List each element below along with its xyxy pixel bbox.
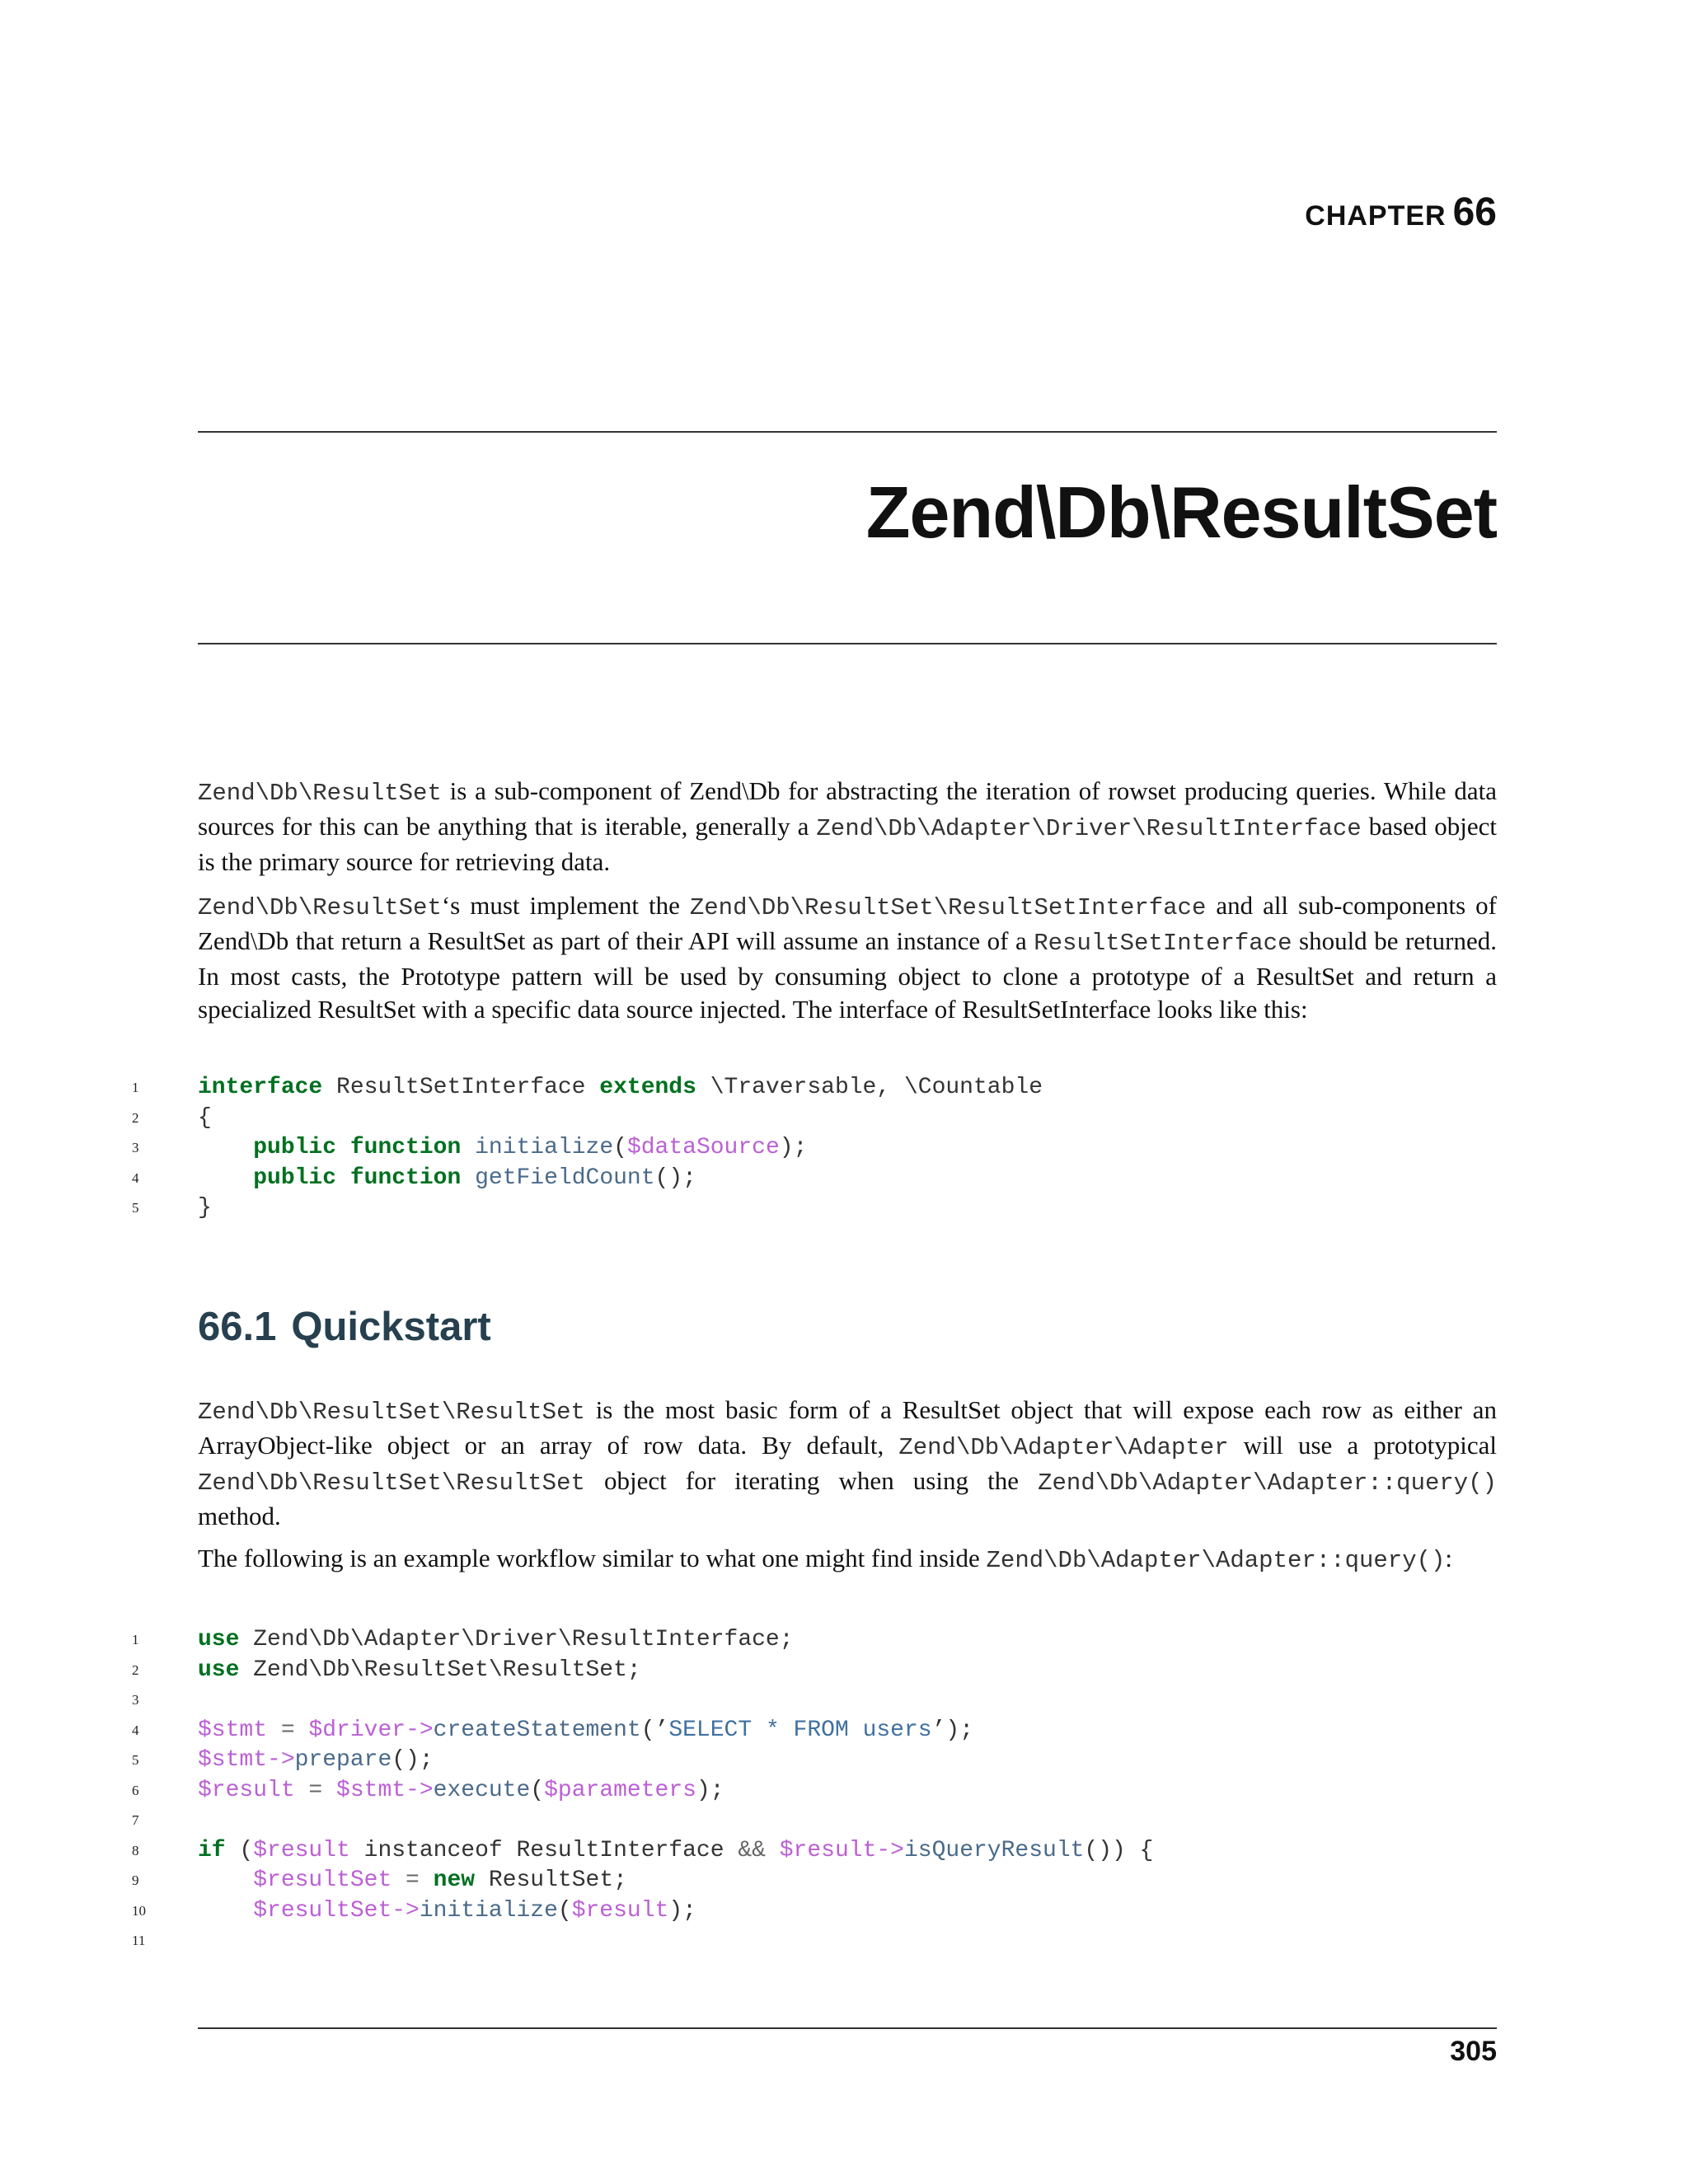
code-line xyxy=(132,1073,1497,1104)
inline-code: Zend\Db\ResultSet\ResultSet xyxy=(198,1469,585,1497)
keyword: use xyxy=(198,1627,240,1652)
code-line xyxy=(132,1133,1497,1164)
code-punct: ( xyxy=(613,1135,627,1160)
code-punct: ’); xyxy=(931,1717,974,1743)
text-run: is the most basic form of a ResultSet object that will expose each row as either an ArrayObject-like object or an array of row data. By default, xyxy=(198,1395,1497,1460)
code-line xyxy=(132,1685,1497,1716)
code-text: instanceof ResultInterface xyxy=(349,1837,738,1863)
code-line xyxy=(132,1625,1497,1656)
line-number: 8 xyxy=(132,1842,139,1858)
text-run: will use a prototypical xyxy=(1228,1431,1497,1460)
inline-code: Zend\Db\Adapter\Adapter::query() xyxy=(986,1547,1446,1574)
code-punct: (); xyxy=(654,1165,696,1191)
text-run: should be returned. In most casts, the Prototype pattern will be used by consuming object to clone a prototype of a ResultSet and return a specialized ResultSet with a specific data source injected. The interface of ResultSetInterface looks like this: xyxy=(198,926,1497,1024)
code-indent xyxy=(198,1165,253,1191)
variable: $result xyxy=(198,1777,295,1803)
operator: -> xyxy=(267,1747,295,1773)
text-run: object for iterating when using the xyxy=(584,1466,1039,1495)
code-punct: ()) { xyxy=(1084,1837,1154,1863)
keyword: function xyxy=(349,1165,462,1191)
line-number: 4 xyxy=(132,1722,139,1738)
code-punct: ); xyxy=(779,1135,808,1160)
footer-rule xyxy=(198,2027,1497,2029)
operator: = xyxy=(392,1868,434,1893)
intro-paragraph-2 xyxy=(198,889,1497,1026)
function-name: initialize xyxy=(419,1897,558,1924)
variable: $resultSet xyxy=(253,1897,392,1924)
operator: -> xyxy=(876,1837,904,1863)
code-text: ResultSet; xyxy=(475,1868,627,1893)
code-line xyxy=(132,1896,1497,1927)
line-number: 3 xyxy=(132,1140,139,1155)
code-indent xyxy=(198,1135,253,1160)
line-number: 7 xyxy=(132,1812,139,1828)
variable: $driver xyxy=(308,1717,406,1743)
inline-code: Zend\Db\Adapter\Adapter xyxy=(898,1434,1229,1461)
operator: = xyxy=(267,1717,309,1743)
operator: -> xyxy=(392,1897,420,1924)
title-rule-top xyxy=(198,431,1497,433)
inline-code: Zend\Db\ResultSet xyxy=(198,780,442,807)
code-text: \Traversable, \Countable xyxy=(696,1075,1043,1100)
code-punct: ( xyxy=(530,1777,545,1803)
chapter-word: CHAPTER xyxy=(1305,200,1447,232)
line-number: 1 xyxy=(132,1632,139,1647)
function-name: initialize xyxy=(475,1135,614,1160)
variable: $parameters xyxy=(544,1777,696,1803)
keyword: function xyxy=(349,1135,462,1160)
quickstart-paragraph-1 xyxy=(198,1394,1497,1533)
code-punct: ); xyxy=(696,1777,724,1803)
code-line xyxy=(132,1656,1497,1686)
line-number: 11 xyxy=(132,1933,146,1948)
keyword: new xyxy=(433,1868,476,1893)
function-name: prepare xyxy=(294,1747,392,1773)
chapter-title: Zend\Db\ResultSet xyxy=(865,471,1497,553)
operator: = xyxy=(294,1777,337,1803)
section-heading xyxy=(198,1304,491,1350)
code-line xyxy=(132,1716,1497,1746)
operator: -> xyxy=(406,1777,434,1803)
section-title-text: Quickstart xyxy=(291,1305,491,1349)
code-indent xyxy=(198,1868,253,1893)
code-line xyxy=(132,1806,1497,1836)
chapter-label xyxy=(1305,190,1497,235)
inline-code: Zend\Db\ResultSet\ResultSet xyxy=(198,1399,585,1426)
line-number: 5 xyxy=(132,1752,139,1768)
code-text: Zend\Db\ResultSet\ResultSet; xyxy=(239,1657,641,1683)
code-punct: ( xyxy=(557,1897,572,1924)
text-run: and all sub-components of Zend\Db that return a ResultSet as part of their API will assume an instance of a xyxy=(198,891,1497,955)
function-name: isQueryResult xyxy=(903,1837,1085,1863)
variable: $result xyxy=(571,1897,669,1924)
function-name: getFieldCount xyxy=(475,1165,655,1191)
text-run: The following is an example workflow similar to what one might find inside xyxy=(198,1544,987,1572)
text-run: based object is the primary source for retrieving data. xyxy=(198,812,1498,876)
code-text: } xyxy=(198,1195,212,1221)
page-number: 305 xyxy=(1450,2036,1497,2067)
inline-code: ResultSetInterface xyxy=(1034,930,1292,957)
variable: $stmt xyxy=(336,1777,406,1803)
variable: $resultSet xyxy=(253,1868,392,1893)
document-page xyxy=(132,0,1498,2184)
text-run: : xyxy=(1445,1544,1453,1572)
line-number: 2 xyxy=(132,1109,139,1126)
code-line xyxy=(132,1776,1497,1807)
function-name: createStatement xyxy=(433,1717,641,1743)
operator: && xyxy=(738,1837,766,1863)
intro-paragraph-1 xyxy=(198,775,1497,879)
chapter-number: 66 xyxy=(1452,190,1497,234)
inline-code: Zend\Db\Adapter\Driver\ResultInterface xyxy=(816,815,1362,842)
function-name: execute xyxy=(433,1777,531,1803)
title-rule-bottom xyxy=(198,643,1497,644)
code-line xyxy=(132,1164,1497,1194)
code-text: Zend\Db\Adapter\Driver\ResultInterface; xyxy=(239,1627,794,1652)
variable: $dataSource xyxy=(626,1135,780,1160)
code-text: ResultSetInterface xyxy=(322,1075,600,1100)
code-block-interface xyxy=(132,1073,1497,1224)
text-run: method. xyxy=(198,1502,281,1530)
variable: $stmt xyxy=(198,1717,268,1743)
code-line xyxy=(132,1193,1497,1224)
code-line xyxy=(132,1866,1497,1896)
variable: $stmt xyxy=(198,1747,268,1773)
code-punct: ); xyxy=(668,1897,696,1924)
line-number: 9 xyxy=(132,1872,139,1888)
code-block-workflow xyxy=(132,1625,1497,1957)
keyword: interface xyxy=(198,1075,323,1100)
code-punct: (’ xyxy=(640,1717,669,1743)
keyword: extends xyxy=(599,1075,696,1100)
text-run: ‘s must implement the xyxy=(441,891,690,920)
code-line xyxy=(132,1104,1497,1134)
quickstart-paragraph-2 xyxy=(198,1542,1497,1577)
code-indent xyxy=(198,1898,253,1924)
keyword: public xyxy=(253,1165,337,1191)
code-punct: ( xyxy=(225,1837,254,1863)
inline-code: Zend\Db\Adapter\Adapter::query() xyxy=(1038,1469,1497,1497)
variable: $result xyxy=(253,1837,350,1863)
code-space xyxy=(766,1838,780,1863)
keyword: use xyxy=(198,1657,240,1683)
line-number: 3 xyxy=(132,1692,139,1708)
code-punct: (); xyxy=(392,1747,434,1773)
code-line xyxy=(132,1746,1497,1776)
inline-code: Zend\Db\ResultSet\ResultSetInterface xyxy=(689,894,1207,921)
line-number: 10 xyxy=(132,1902,146,1919)
code-text: { xyxy=(198,1104,212,1131)
inline-code: Zend\Db\ResultSet xyxy=(198,894,442,921)
operator: -> xyxy=(406,1717,434,1743)
keyword: if xyxy=(198,1837,226,1863)
line-number: 6 xyxy=(132,1782,139,1798)
line-number: 1 xyxy=(132,1080,139,1095)
line-number: 2 xyxy=(132,1661,139,1678)
variable: $result xyxy=(779,1837,877,1863)
line-number: 4 xyxy=(132,1169,139,1186)
keyword: public xyxy=(253,1135,337,1160)
code-line xyxy=(132,1836,1497,1867)
section-number: 66.1 xyxy=(198,1305,277,1349)
text-run: is a sub-component of Zend\Db for abstracting the iteration of rowset producing queries. While data sources for this can be anything that is iterable, generally a xyxy=(198,776,1497,841)
string-literal: SELECT * FROM users xyxy=(668,1717,932,1743)
code-line xyxy=(132,1926,1497,1957)
line-number: 5 xyxy=(132,1200,139,1216)
